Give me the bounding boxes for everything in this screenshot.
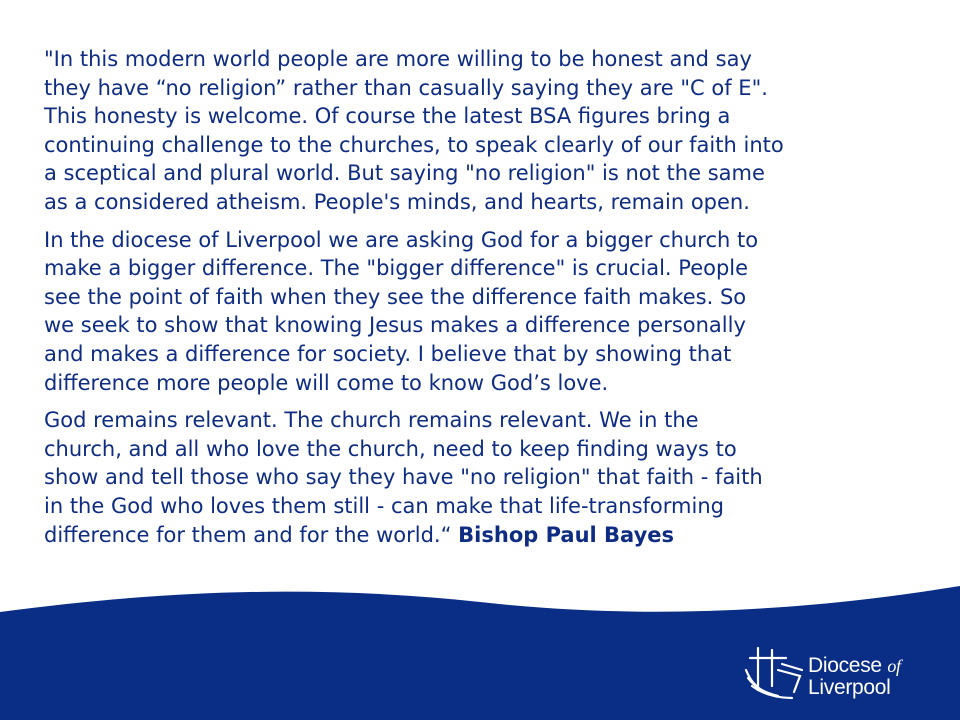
quote-paragraph-1: "In this modern world people are more willing to be honest and say they have “no religion” rather than casually saying they are "C of E". This honesty is welcome. Of course the latest BSA figures bring a continuing challenge to the churches, to speak clearly of our faith into a sceptical and plural world. But saying "no religion" is not the same as a considered atheism. People's minds, and hearts, remain open. (44, 47, 784, 214)
logo-line-2: Liverpool (808, 676, 891, 699)
logo-line-1 (808, 655, 901, 677)
diocese-logo-text (808, 655, 901, 699)
quote-paragraph-2: In the diocese of Liverpool we are asking God for a bigger church to make a bigger difference. The "bigger difference" is crucial. People see the point of faith when they see the difference faith makes. So we seek to show that knowing Jesus makes a difference personally and makes a difference for society. I believe that by showing that difference more people will come to know God’s love. (44, 227, 759, 395)
attribution: Bishop Paul Bayes (458, 522, 675, 547)
logo-of: of (887, 656, 901, 676)
logo-diocese: Diocese (808, 654, 882, 677)
quote-paragraph-3-text: God remains relevant. The church remains relevant. We in the church, and all who love the church, need to keep finding ways to show and tell those who say they have "no religion" that faith - faith in the God who loves them still - can make that life-transforming difference for them and for the world.“ (44, 408, 763, 547)
